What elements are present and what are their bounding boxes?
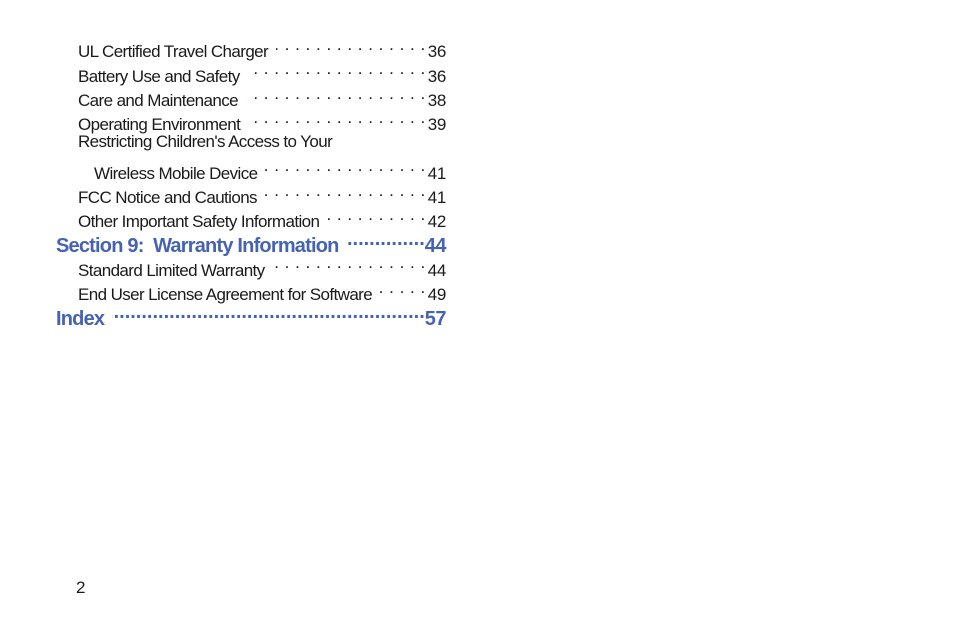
toc-entry-label: End User License Agreement for Software <box>78 284 373 304</box>
dot-leader <box>347 226 425 252</box>
toc-entry-label: UL Certified Travel Charger <box>78 42 269 62</box>
toc-entry-label: Standard Limited Warranty <box>78 260 265 280</box>
dot-leader <box>265 154 425 178</box>
dot-leader <box>265 179 426 203</box>
dot-leader <box>273 251 426 275</box>
toc-entry-ul-certified-travel-charger[interactable] <box>56 33 446 62</box>
toc-section-index[interactable] <box>56 299 446 330</box>
dot-leader <box>112 299 425 325</box>
toc-entry-label: Care and Maintenance <box>78 90 239 110</box>
dot-leader <box>246 82 426 106</box>
toc-entry-page: 42 <box>427 212 446 232</box>
toc-section-label: Index <box>56 307 105 330</box>
toc-entry-page: 44 <box>427 260 446 280</box>
toc-entry-restricting-childrens-access[interactable] <box>56 130 446 154</box>
toc-entry-page: 41 <box>427 163 446 183</box>
toc-entry-label: Restricting Children's Access to Your <box>78 132 333 152</box>
toc-entry-label: Battery Use and Safety <box>78 66 240 86</box>
toc-entry-label: Other Important Safety Information <box>78 212 320 232</box>
toc-entry-label: Operating Environment <box>78 115 241 135</box>
toc-entry-page: 36 <box>427 66 446 86</box>
toc-entry-page: 41 <box>427 188 446 208</box>
toc-entry-page: 36 <box>427 42 446 62</box>
toc-section-page: 44 <box>424 235 446 258</box>
table-of-contents <box>56 33 446 330</box>
toc-entry-page: 38 <box>427 90 446 110</box>
dot-leader <box>380 276 426 300</box>
toc-entry-page: 49 <box>427 284 446 304</box>
dot-leader <box>248 106 425 130</box>
toc-section-label: Section 9: Warranty Information <box>56 235 339 258</box>
page-number: 2 <box>76 578 86 597</box>
dot-leader <box>248 57 426 81</box>
toc-section-page: 57 <box>424 307 446 330</box>
dot-leader <box>276 33 426 57</box>
toc-entry-label: Wireless Mobile Device <box>94 163 258 183</box>
dot-leader <box>327 203 425 227</box>
toc-entry-wireless-mobile-device[interactable] <box>56 154 446 183</box>
toc-entry-label: FCC Notice and Cautions <box>78 188 257 208</box>
toc-entry-page: 39 <box>427 115 446 135</box>
